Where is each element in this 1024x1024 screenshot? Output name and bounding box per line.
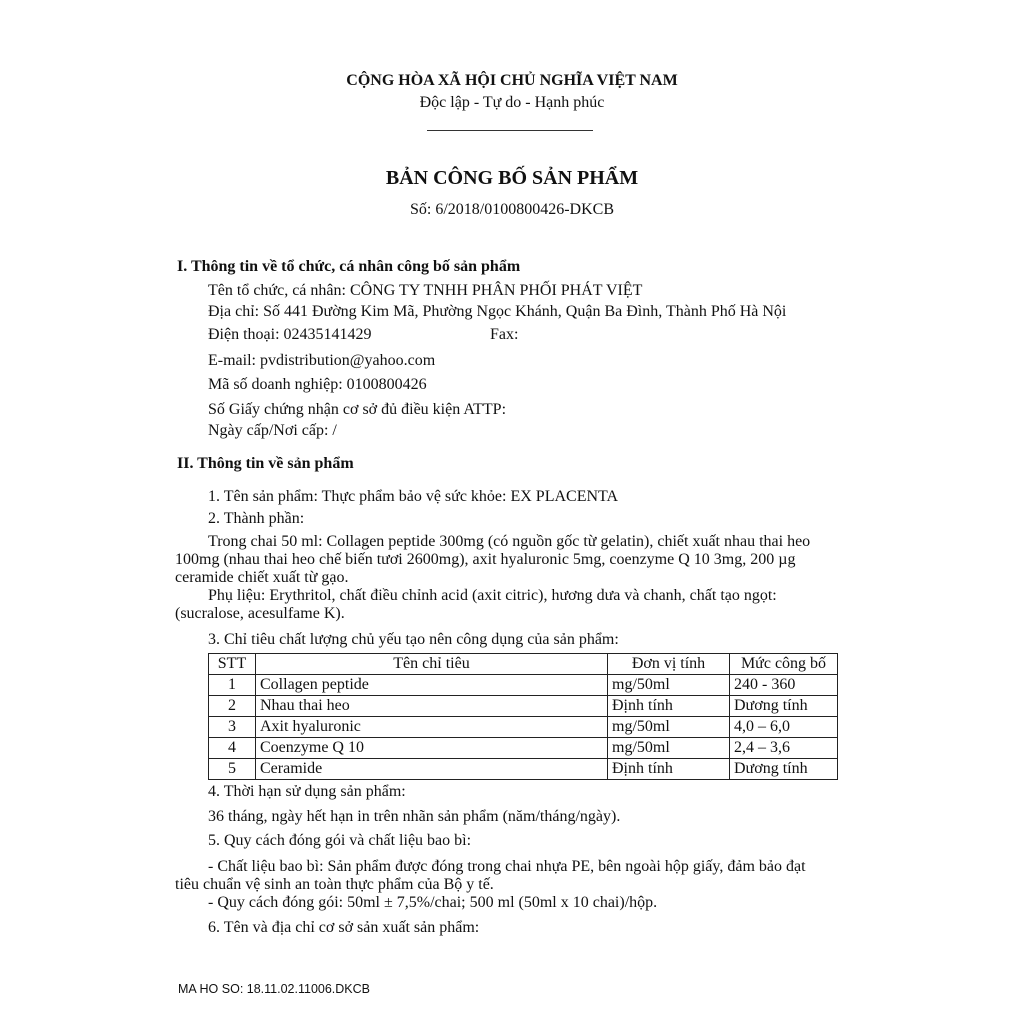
issue-info: Ngày cấp/Nơi cấp: / (208, 422, 337, 439)
table-row (209, 759, 838, 780)
quality-table (208, 653, 838, 780)
org-phone: Điện thoại: 02435141429 (208, 326, 372, 343)
cell: 4 (209, 738, 256, 759)
cell: mg/50ml (608, 675, 730, 696)
cell: 4,0 – 6,0 (730, 717, 838, 738)
product-name: 1. Tên sản phẩm: Thực phẩm bảo vệ sức khỏe: EX PLACENTA (208, 488, 619, 505)
column-header: Đơn vị tính (608, 654, 730, 675)
packaging-text: tiêu chuẩn vệ sinh an toàn thực phẩm của Bộ y tế. (175, 876, 494, 893)
cell: 5 (209, 759, 256, 780)
cell: Định tính (608, 759, 730, 780)
org-fax: Fax: (490, 326, 519, 343)
cell: mg/50ml (608, 738, 730, 759)
record-code: MA HO SO: 18.11.02.11006.DKCB (178, 982, 370, 996)
document-title: BẢN CÔNG BỐ SẢN PHẨM (385, 167, 639, 189)
packaging-text: - Chất liệu bao bì: Sản phẩm được đóng trong chai nhựa PE, bên ngoài hộp giấy, đảm bảo đạt (208, 858, 806, 875)
section2-heading: II. Thông tin về sản phẩm (177, 455, 354, 472)
cell: Nhau thai heo (256, 696, 608, 717)
org-name: Tên tổ chức, cá nhân: CÔNG TY TNHH PHÂN PHỐI PHÁT VIỆT (208, 282, 643, 299)
cell: 2,4 – 3,6 (730, 738, 838, 759)
manufacturer-label: 6. Tên và địa chỉ cơ sở sản xuất sản phẩm: (208, 919, 480, 936)
cell: Ceramide (256, 759, 608, 780)
table-row (209, 696, 838, 717)
table-header (209, 654, 838, 675)
cell: mg/50ml (608, 717, 730, 738)
composition-text: ceramide chiết xuất từ gạo. (175, 569, 349, 586)
cell: 240 - 360 (730, 675, 838, 696)
cell: 1 (209, 675, 256, 696)
table-row (209, 717, 838, 738)
org-email: E-mail: pvdistribution@yahoo.com (208, 352, 436, 369)
cell: Axit hyaluronic (256, 717, 608, 738)
org-address: Địa chỉ: Số 441 Đường Kim Mã, Phường Ngọc Khánh, Quận Ba Đình, Thành Phố Hà Nội (208, 303, 787, 320)
table-row (209, 675, 838, 696)
cell: 3 (209, 717, 256, 738)
cell: Coenzyme Q 10 (256, 738, 608, 759)
composition-label: 2. Thành phần: (208, 510, 305, 527)
table-row (209, 738, 838, 759)
section1-heading: I. Thông tin về tổ chức, cá nhân công bố sản phẩm (177, 258, 521, 275)
composition-text: 100mg (nhau thai heo chế biến tươi 2600mg), axit hyaluronic 5mg, coenzyme Q 10 3mg, 200 µg (175, 551, 796, 568)
motto: Độc lập - Tự do - Hạnh phúc (419, 94, 605, 111)
shelf-life-text: 36 tháng, ngày hết hạn in trên nhãn sản phẩm (năm/tháng/ngày). (208, 808, 621, 825)
document-number: Số: 6/2018/0100800426-DKCB (409, 201, 614, 218)
cell: Dương tính (730, 759, 838, 780)
divider (427, 130, 593, 131)
national-title: CỘNG HÒA XÃ HỘI CHỦ NGHĨA VIỆT NAM (346, 72, 678, 89)
packaging-label: 5. Quy cách đóng gói và chất liệu bao bì: (208, 832, 472, 849)
packaging-text: - Quy cách đóng gói: 50ml ± 7,5%/chai; 500 ml (50ml x 10 chai)/hộp. (208, 894, 658, 911)
cell: Dương tính (730, 696, 838, 717)
shelf-life-label: 4. Thời hạn sử dụng sản phẩm: (208, 783, 406, 800)
quality-label: 3. Chỉ tiêu chất lượng chủ yếu tạo nên công dụng của sản phẩm: (208, 631, 619, 648)
column-header: STT (209, 654, 256, 675)
cell: 2 (209, 696, 256, 717)
composition-text: Trong chai 50 ml: Collagen peptide 300mg (có nguồn gốc từ gelatin), chiết xuất nhau thai heo (208, 533, 811, 550)
column-header: Tên chỉ tiêu (256, 654, 608, 675)
excipients-text: Phụ liệu: Erythritol, chất điều chỉnh acid (axit citric), hương dưa và chanh, chất tạo ngọt: (208, 587, 777, 604)
cell: Định tính (608, 696, 730, 717)
certificate: Số Giấy chứng nhận cơ sở đủ điều kiện ATTP: (208, 401, 507, 418)
cell: Collagen peptide (256, 675, 608, 696)
column-header: Mức công bố (730, 654, 838, 675)
excipients-text: (sucralose, acesulfame K). (175, 605, 345, 622)
business-code: Mã số doanh nghiệp: 0100800426 (208, 376, 427, 393)
